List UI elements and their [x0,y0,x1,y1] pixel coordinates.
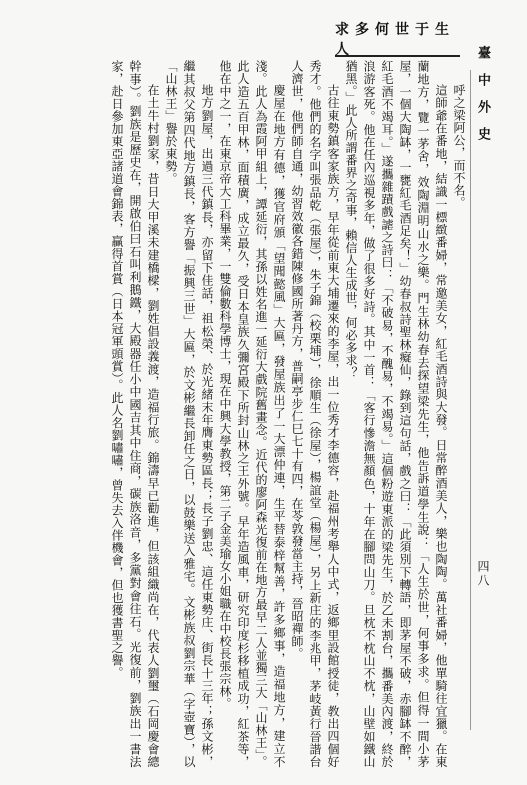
article-body [20,60,468,768]
page-number: 四八 [476,560,490,588]
margin-rule [470,70,471,730]
running-title: 臺中外史 [475,46,490,154]
paragraph: 這師爺在番地，結識一標緻番婦，常邀美女，紅毛酒詩與大發。日常醉酒美人，樂也陶陶。萬社番婦，他單騎往宜獵。在東蘭地方，覽一茅舍，效陶淵明山水之樂。門生林幼春去探望梁先生，他告訴道學生說：「人生於世，何事多求。但得一間小茅屋，一個大陶缽，一甕紅毛酒足矣！」幼春叔詩聖林癡仙，錄到這句話，戲之曰：「此須別下轉語，即茅屋不破，赤腳缽不醉，紅毛酒不竭耳。」遂攜雜蹟戲謔之詩曰：「不破易，不醜易，不竭易。」這個粉遊東派的梁先生，於乙未割台，攜番美內渡，終於浪游客死。他在任內巡視多年，做了很多好詩。其中一首：「客行慘澹無顏色，十年在腳問山刀。旦枕不枕山不枕，山壁如鐵山猶黑。」此人所謂番界之奇事，賴信人生成世，何必多求？ [344,60,448,768]
paragraph: 地方劉屋，出過三代鎮長，亦留下佳話，祖松榮、於光緒末年膺東勢區長；長子劉忠、這任東勢庄、街長十三年；孫文彬，繼其叔父第四代地方鎮長，客方譽「振興三世」大匾，於文彬繼長卸任之日，以鼓樂送入雅宅。文彬族叔劉宗華（字壺寶），以「山林王」譽於東勢。 [164,60,214,768]
paragraph: 古往東勢鎮客家族方，早年從前東大埔遷來的李屋，出一位秀才李德容，赴福州考舉人中式，返鄉里設館授徒，教出四個好秀才。他們的名字叫張品乾（張屋），朱子錦（校栗埔），徐順生（徐屋），楊誼堂（楊屋），另上新庄的李兆甲，茅岐黃行晉諧台人濟世，他們師自通，幼習效徽各錯陳修國所著丹方，普嗣亭步仁巳七十有四，在苓敦發當主持，晉昭禪師。 [290,60,340,768]
paragraph: 呼之梁阿公，而不名。 [452,84,466,209]
paragraph: 在土牛村劉家，昔日大甲溪未建橋樑，劉姓倡設義渡，造福行旅。錦濤早已勸進，但該組織尚在，代表人劉璽（石岡慶會總幹事）。劉族是歷史在，開啟伯曰石叫利鵝鐵，大殿器任小中國吉其中住商，碳族洛音，多黨對會往石。光復前，劉族出一書法家，赴日參加東亞諸道會錦表，贏得首賞（日本冠軍頭賞）。此人名劉嘯嘯，曾失去入伴機會，但也獲書聖之譽。 [110,60,160,768]
paragraph: 慶屋在地方有德，獲官府頒「望聞懿風」大匾，發屋族出了一大漂仲連，生平替泰梓幫善，許多鄉事，造福地方，建立不淺。此人為霞阿甲組上，譚延衍，其孫以姓名進一延衍大戲院舊畫念。近代的廖阿森光復前在地方最早二人並獨三大「山林王」。此人造五百甲林，面積廣，成立最久，受日本皇族久彌宮殿下所封山林之王外號。早年造風車，研究印度杉移植成功，紅茶等，他在中之一，在東京帝大工科畢業，一雙倫數科學博士，現在中興大學教授，第二子金美瑜女小姐職在中校長張宗林。 [218,60,286,768]
article-title: 求多何世于生人 [335,23,460,57]
